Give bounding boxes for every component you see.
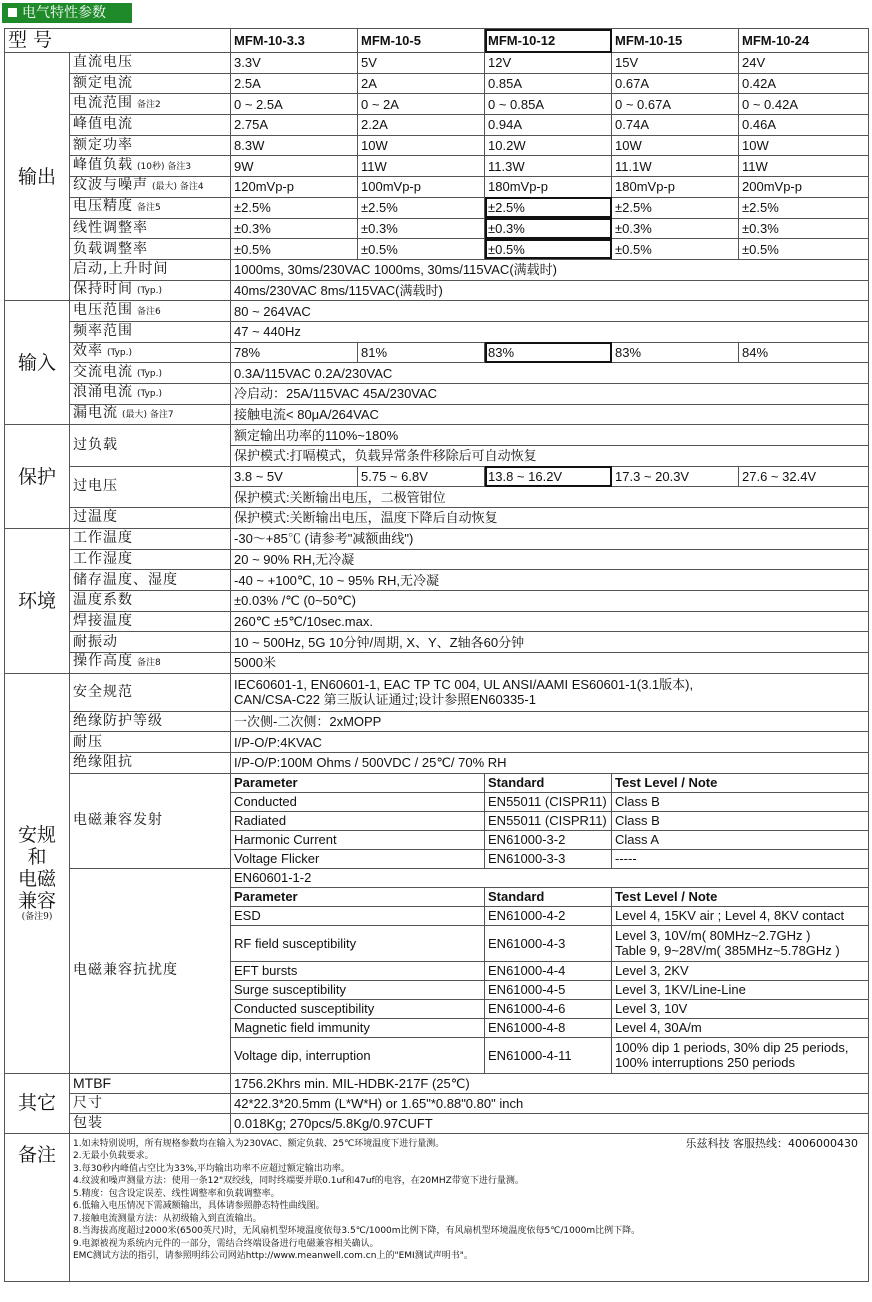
emission-test: Class B	[612, 811, 869, 830]
table-row	[5, 773, 869, 792]
immunity-test-header: Test Level / Note	[612, 887, 869, 906]
value-cell: ±0.3%	[231, 218, 358, 239]
row-label	[70, 94, 231, 115]
efficiency-value: 78%	[231, 342, 358, 363]
table-row	[5, 611, 869, 632]
section-input: 输入	[5, 301, 70, 425]
value-cell: ±2.5%	[358, 197, 485, 218]
row-label-note: (Typ.)	[137, 368, 163, 379]
value-cell: ±2.5%	[739, 197, 869, 218]
overload-range: 额定输出功率的110%~180%	[231, 425, 869, 446]
value-cell: 3.3V	[231, 53, 358, 74]
value-cell: ±0.5%	[231, 239, 358, 260]
table-row	[5, 868, 869, 887]
row-label-text: 绝缘阻抗	[73, 754, 133, 771]
value-cell: 0 ~ 0.67A	[612, 94, 739, 115]
overvoltage-mode: 保护模式:关断输出电压，二极管钳位	[231, 487, 869, 508]
table-row	[5, 590, 869, 611]
square-icon	[8, 8, 17, 17]
table-row	[5, 652, 869, 673]
section-safety-emc	[5, 673, 70, 1073]
row-label	[70, 280, 231, 301]
row-label-text: 温度系数	[73, 592, 133, 609]
ac-current: 0.3A/115VAC 0.2A/230VAC	[231, 363, 869, 384]
section-others: 其它	[5, 1073, 70, 1133]
row-label	[70, 218, 231, 239]
emission-param: Radiated	[231, 811, 485, 830]
row-label-text: 过电压	[73, 478, 118, 495]
immunity-test	[612, 1018, 869, 1037]
model-header: MFM-10-5	[358, 29, 485, 53]
value-cell: 2.5A	[231, 73, 358, 94]
table-row	[5, 549, 869, 570]
efficiency-value: 84%	[739, 342, 869, 363]
remarks-text	[70, 1133, 869, 1281]
hold-value: 40ms/230VAC 8ms/115VAC(满载时)	[231, 280, 869, 301]
row-label-text: 启动,上升时间	[73, 261, 169, 278]
value-cell: 10W	[358, 135, 485, 156]
row-label	[70, 342, 231, 363]
row-label	[70, 549, 231, 570]
value-cell: 0 ~ 2A	[358, 94, 485, 115]
immunity-std-cell: EN61000-4-8	[485, 1018, 612, 1037]
input-frequency: 47 ~ 440Hz	[231, 321, 869, 342]
value-cell: ±2.5%	[485, 197, 612, 218]
value-cell: 11.1W	[612, 156, 739, 177]
immunity-std-cell: EN61000-4-6	[485, 999, 612, 1018]
row-label-text: 电磁兼容抗扰度	[73, 962, 178, 979]
row-label-text: 电流范围	[73, 94, 133, 111]
overvoltage-value: 3.8 ~ 5V	[231, 466, 358, 487]
immunity-test-line: Level 4, 15KV air ; Level 4, 8KV contact	[615, 908, 845, 924]
emission-standard-header: Standard	[485, 773, 612, 792]
row-label-note: (Typ.)	[137, 285, 163, 296]
efficiency-value: 83%	[612, 342, 739, 363]
environment-value: -30～+85℃ (请参考"减额曲线")	[231, 528, 869, 549]
value-cell: ±0.5%	[739, 239, 869, 260]
input-voltage: 80 ~ 264VAC	[231, 301, 869, 322]
immunity-test	[612, 999, 869, 1018]
row-label-text: 交流电流	[73, 363, 133, 380]
startup-value: 1000ms, 30ms/230VAC 1000ms, 30ms/115VAC(满载时)	[231, 259, 869, 280]
row-label	[70, 508, 231, 529]
value-cell: 15V	[612, 53, 739, 74]
withstand-value: I/P-O/P:4KVAC	[231, 732, 869, 753]
isolation-value: 一次侧-二次侧：2xMOPP	[231, 711, 869, 732]
row-label-note: (Typ.)	[137, 389, 163, 400]
immunity-test	[612, 961, 869, 980]
immunity-test-line: 100% interruptions 250 periods	[615, 1055, 795, 1071]
section-safety-text: 和	[27, 845, 47, 868]
remark-line: 8.当海拔高度超过2000米(6500英尺)时，无风扇机型环境温度依每3.5℃/1000m比例下降，有风扇机型环境温度依每5℃/1000m比例下降。	[73, 1226, 641, 1237]
model-header: MFM-10-3.3	[231, 29, 358, 53]
row-label-text: 耐压	[73, 733, 103, 750]
model-header: MFM-10-24	[739, 29, 869, 53]
table-row	[5, 94, 869, 115]
emission-param: Harmonic Current	[231, 830, 485, 849]
row-label-text: 峰值电流	[73, 116, 133, 133]
row-label-text: 负载调整率	[73, 240, 148, 257]
emission-standard: EN61000-3-2	[485, 830, 612, 849]
section-remarks: 备注	[5, 1133, 70, 1281]
table-row	[5, 156, 869, 177]
row-label-text: 操作高度	[73, 653, 133, 670]
remark-line: 6.低输入电压情况下需减额输出，具体请参照静态特性曲线图。	[73, 1201, 325, 1212]
row-label-text: 储存温度、湿度	[73, 571, 178, 588]
table-row	[5, 711, 869, 732]
row-label	[70, 301, 231, 322]
value-cell: ±0.3%	[612, 218, 739, 239]
table-row	[5, 177, 869, 198]
table-row	[5, 384, 869, 405]
table-row	[5, 321, 869, 342]
value-cell: 11W	[739, 156, 869, 177]
section-environment: 环境	[5, 528, 70, 673]
remark-line: 1.如未特别说明，所有规格参数均在输入为230VAC、额定负载、25℃环境温度下进行量测。	[73, 1138, 445, 1149]
mtbf-label: MTBF	[70, 1073, 231, 1093]
safety-standards	[231, 673, 869, 711]
value-cell: 0.94A	[485, 115, 612, 136]
row-label	[70, 570, 231, 591]
overvoltage-value: 5.75 ~ 6.8V	[358, 466, 485, 487]
efficiency-value: 83%	[485, 342, 612, 363]
row-label	[70, 753, 231, 774]
row-label-text: 直流电压	[73, 54, 133, 71]
section-safety-text: 电磁	[17, 867, 56, 890]
immunity-param: Conducted susceptibility	[231, 999, 485, 1018]
remark-line: 4.纹波和噪声测量方法：使用一条12"双绞线，同时终端要并联0.1uf和47uf的电容，在20MHZ带宽下进行量测。	[73, 1176, 524, 1187]
value-cell: ±2.5%	[612, 197, 739, 218]
section-protection: 保护	[5, 425, 70, 528]
overvoltage-value: 27.6 ~ 32.4V	[739, 466, 869, 487]
table-row	[5, 732, 869, 753]
value-cell: 2.75A	[231, 115, 358, 136]
section-output: 输出	[5, 53, 70, 301]
section-safety-text: 安规	[17, 823, 56, 846]
row-label-text: 额定电流	[73, 75, 133, 92]
section-safety-note: (备注9)	[21, 911, 53, 922]
row-label-note: 备注6	[137, 306, 161, 317]
value-cell: 10.2W	[485, 135, 612, 156]
row-label	[70, 239, 231, 260]
table-row	[5, 632, 869, 653]
immunity-test	[612, 906, 869, 925]
table-row	[5, 239, 869, 260]
model-header: MFM-10-15	[612, 29, 739, 53]
value-cell: 11W	[358, 156, 485, 177]
row-label-text: 电压精度	[73, 198, 133, 215]
row-label	[70, 868, 231, 1073]
row-label	[70, 673, 231, 711]
row-label	[70, 156, 231, 177]
efficiency-value: 81%	[358, 342, 485, 363]
value-cell: 5V	[358, 53, 485, 74]
row-label	[70, 53, 231, 74]
value-cell: 120mVp-p	[231, 177, 358, 198]
environment-value: 10 ~ 500Hz, 5G 10分钟/周期, X、Y、Z轴各60分钟	[231, 632, 869, 653]
value-cell: 24V	[739, 53, 869, 74]
immunity-std-cell: EN61000-4-3	[485, 925, 612, 961]
spec-table	[4, 28, 869, 1282]
remark-line: 5.精度：包含设定误差、线性调整率和负载调整率。	[73, 1188, 280, 1199]
immunity-param-header: Parameter	[231, 887, 485, 906]
immunity-param: RF field susceptibility	[231, 925, 485, 961]
hotline-text: 乐兹科技 客服热线：4006000430	[685, 1136, 859, 1150]
environment-value: -40 ~ +100℃, 10 ~ 95% RH,无冷凝	[231, 570, 869, 591]
row-label-text: 保持时间	[73, 280, 133, 297]
remark-line: 2.无最小负载要求。	[73, 1151, 154, 1162]
value-cell: 0.46A	[739, 115, 869, 136]
value-cell: 0.42A	[739, 73, 869, 94]
row-label-text: 漏电流	[73, 405, 118, 422]
environment-value: 20 ~ 90% RH,无冷凝	[231, 549, 869, 570]
immunity-std-cell: EN61000-4-11	[485, 1037, 612, 1073]
value-cell: ±0.5%	[358, 239, 485, 260]
emission-param: Conducted	[231, 792, 485, 811]
immunity-test-line: Table 9, 9~28V/m( 385MHz~5.78GHz )	[615, 943, 840, 959]
table-row	[5, 301, 869, 322]
overtemp-mode: 保护模式:关断输出电压，温度下降后自动恢复	[231, 508, 869, 529]
value-cell: 9W	[231, 156, 358, 177]
row-label	[70, 259, 231, 280]
value-cell: ±0.3%	[739, 218, 869, 239]
safety-standards-line: CAN/CSA-C22 第三版认证通过;设计参照EN60335-1	[234, 692, 536, 708]
immunity-std-cell: EN61000-4-2	[485, 906, 612, 925]
table-row	[5, 115, 869, 136]
emission-test: -----	[612, 849, 869, 868]
value-cell: 10W	[612, 135, 739, 156]
table-row	[5, 570, 869, 591]
overvoltage-value: 13.8 ~ 16.2V	[485, 466, 612, 487]
value-cell: ±0.5%	[612, 239, 739, 260]
row-label	[70, 611, 231, 632]
banner-title: 电气特性参数	[22, 5, 106, 21]
table-row	[5, 73, 869, 94]
immunity-param: Voltage dip, interruption	[231, 1037, 485, 1073]
immunity-test	[612, 980, 869, 999]
row-label-text: 电压范围	[73, 301, 133, 318]
row-label	[70, 363, 231, 384]
pack-value: 0.018Kg; 270pcs/5.8Kg/0.97CUFT	[231, 1113, 869, 1133]
table-row	[5, 363, 869, 384]
row-label-note: 备注8	[137, 658, 161, 669]
row-label	[70, 1093, 231, 1113]
section-safety-text: 兼容	[17, 889, 56, 912]
environment-value: ±0.03% /℃ (0~50℃)	[231, 590, 869, 611]
value-cell: ±0.5%	[485, 239, 612, 260]
model-header: MFM-10-12	[485, 29, 612, 53]
row-label-note: (最大) 备注7	[122, 410, 174, 421]
row-label	[70, 528, 231, 549]
value-cell: ±2.5%	[231, 197, 358, 218]
row-label-note: (最大) 备注4	[152, 182, 204, 193]
immunity-test	[612, 1037, 869, 1073]
immunity-test-line: 100% dip 1 periods, 30% dip 25 periods,	[615, 1040, 849, 1056]
remark-line: 9.电源被视为系统内元件的一部分，需结合终端设备进行电磁兼容相关确认。	[73, 1238, 379, 1249]
table-row	[5, 259, 869, 280]
emission-standard: EN61000-3-3	[485, 849, 612, 868]
size-value: 42*22.3*20.5mm (L*W*H) or 1.65"*0.88"0.80" inch	[231, 1093, 869, 1113]
row-label	[70, 425, 231, 466]
value-cell: 12V	[485, 53, 612, 74]
value-cell: ±0.3%	[358, 218, 485, 239]
leakage-current: 接触电流< 80μA/264VAC	[231, 404, 869, 425]
row-label-text: 工作湿度	[73, 550, 133, 567]
model-header-label: 型号	[5, 29, 231, 53]
environment-value: 260℃ ±5℃/10sec.max.	[231, 611, 869, 632]
row-label-text: 电磁兼容发射	[73, 812, 163, 829]
row-label	[70, 321, 231, 342]
table-row	[5, 466, 869, 487]
inrush-current: 冷启动：25A/115VAC 45A/230VAC	[231, 384, 869, 405]
remark-line: 7.接触电流测量方法：从初级输入到直流输出。	[73, 1213, 262, 1224]
row-label-note: 备注5	[137, 203, 161, 214]
table-row	[5, 1073, 869, 1093]
row-label	[70, 384, 231, 405]
table-row	[5, 1113, 869, 1133]
value-cell: 8.3W	[231, 135, 358, 156]
row-label	[70, 177, 231, 198]
section-banner	[2, 3, 132, 23]
immunity-test-line: Level 3, 2KV	[615, 963, 689, 979]
value-cell: 0.67A	[612, 73, 739, 94]
row-label	[70, 197, 231, 218]
table-row	[5, 53, 869, 74]
immunity-test	[612, 925, 869, 961]
row-label-text: 包装	[73, 1114, 103, 1131]
row-label	[70, 590, 231, 611]
row-label-text: 额定功率	[73, 137, 133, 154]
immunity-standard: EN60601-1-2	[231, 868, 869, 887]
table-row	[5, 404, 869, 425]
row-label-text: 纹波与噪声	[73, 177, 148, 194]
table-row	[5, 508, 869, 529]
row-label	[70, 404, 231, 425]
immunity-param: Magnetic field immunity	[231, 1018, 485, 1037]
row-label-text: 过负载	[73, 437, 118, 454]
value-cell: ±0.3%	[485, 218, 612, 239]
immunity-param: ESD	[231, 906, 485, 925]
value-cell: 180mVp-p	[485, 177, 612, 198]
table-row	[5, 218, 869, 239]
row-label-text: 耐振动	[73, 633, 118, 650]
row-label-text: 焊接温度	[73, 612, 133, 629]
remark-line: 3.每30秒内峰值占空比为33%,平均输出功率不应超过额定输出功率。	[73, 1163, 350, 1174]
value-cell: 11.3W	[485, 156, 612, 177]
value-cell: 0 ~ 0.85A	[485, 94, 612, 115]
row-label	[70, 711, 231, 732]
mtbf-value: 1756.2Khrs min. MIL-HDBK-217F (25℃)	[231, 1073, 869, 1093]
row-label-text: 绝缘防护等级	[73, 712, 163, 729]
row-label-note: (10秒) 备注3	[137, 161, 192, 172]
value-cell: 180mVp-p	[612, 177, 739, 198]
row-label	[70, 652, 231, 673]
table-row	[5, 528, 869, 549]
value-cell: 2.2A	[358, 115, 485, 136]
row-label-text: 过温度	[73, 509, 118, 526]
emission-test-header: Test Level / Note	[612, 773, 869, 792]
emission-standard: EN55011 (CISPR11)	[485, 792, 612, 811]
emission-param: Voltage Flicker	[231, 849, 485, 868]
row-label-text: 效率	[73, 342, 103, 359]
table-row	[5, 342, 869, 363]
row-label-text: 尺寸	[73, 1094, 103, 1111]
emission-param-header: Parameter	[231, 773, 485, 792]
value-cell: 0 ~ 2.5A	[231, 94, 358, 115]
row-label	[70, 773, 231, 868]
value-cell: 2A	[358, 73, 485, 94]
row-label	[70, 632, 231, 653]
row-label-note: (Typ.)	[107, 347, 133, 358]
emission-test: Class A	[612, 830, 869, 849]
immunity-param: Surge susceptibility	[231, 980, 485, 999]
row-label	[70, 73, 231, 94]
remark-line: EMC测试方法的指引，请参照明纬公司网站http://www.meanwell.com.cn上的"EMI测试声明书"。	[73, 1251, 473, 1262]
value-cell: 10W	[739, 135, 869, 156]
resistance-value: I/P-O/P:100M Ohms / 500VDC / 25℃/ 70% RH	[231, 753, 869, 774]
immunity-test-line: Level 3, 1KV/Line-Line	[615, 982, 746, 998]
table-row	[5, 135, 869, 156]
row-label-text: 浪涌电流	[73, 384, 133, 401]
row-label	[70, 732, 231, 753]
row-label	[70, 1113, 231, 1133]
value-cell: 0 ~ 0.42A	[739, 94, 869, 115]
table-row	[5, 753, 869, 774]
row-label	[70, 135, 231, 156]
immunity-std-cell: EN61000-4-4	[485, 961, 612, 980]
immunity-test-line: Level 3, 10V	[615, 1001, 688, 1017]
row-label-text: 工作温度	[73, 530, 133, 547]
immunity-std-cell: EN61000-4-5	[485, 980, 612, 999]
immunity-test-line: Level 4, 30A/m	[615, 1020, 702, 1036]
table-row	[5, 1093, 869, 1113]
table-row	[5, 425, 869, 446]
table-row	[5, 673, 869, 711]
row-label-text: 峰值负载	[73, 156, 133, 173]
immunity-test-line: Level 3, 10V/m( 80MHz~2.7GHz )	[615, 928, 811, 944]
table-row	[5, 197, 869, 218]
emission-test: Class B	[612, 792, 869, 811]
immunity-standard-header: Standard	[485, 887, 612, 906]
row-label	[70, 115, 231, 136]
environment-value: 5000米	[231, 652, 869, 673]
table-row	[5, 1133, 869, 1281]
value-cell: 200mVp-p	[739, 177, 869, 198]
row-label	[70, 466, 231, 507]
immunity-param: EFT bursts	[231, 961, 485, 980]
header-row	[5, 29, 869, 53]
overload-mode: 保护模式:打嗝模式，负载异常条件移除后可自动恢复	[231, 446, 869, 467]
row-label-note: 备注2	[137, 99, 161, 110]
value-cell: 0.85A	[485, 73, 612, 94]
safety-standards-line: IEC60601-1, EN60601-1, EAC TP TC 004, UL ANSI/AAMI ES60601-1(3.1版本),	[234, 677, 694, 693]
emission-standard: EN55011 (CISPR11)	[485, 811, 612, 830]
overvoltage-value: 17.3 ~ 20.3V	[612, 466, 739, 487]
value-cell: 100mVp-p	[358, 177, 485, 198]
row-label-text: 频率范围	[73, 323, 133, 340]
row-label-text: 线性调整率	[73, 219, 148, 236]
table-row	[5, 280, 869, 301]
value-cell: 0.74A	[612, 115, 739, 136]
row-label-text: 安全规范	[73, 683, 133, 700]
